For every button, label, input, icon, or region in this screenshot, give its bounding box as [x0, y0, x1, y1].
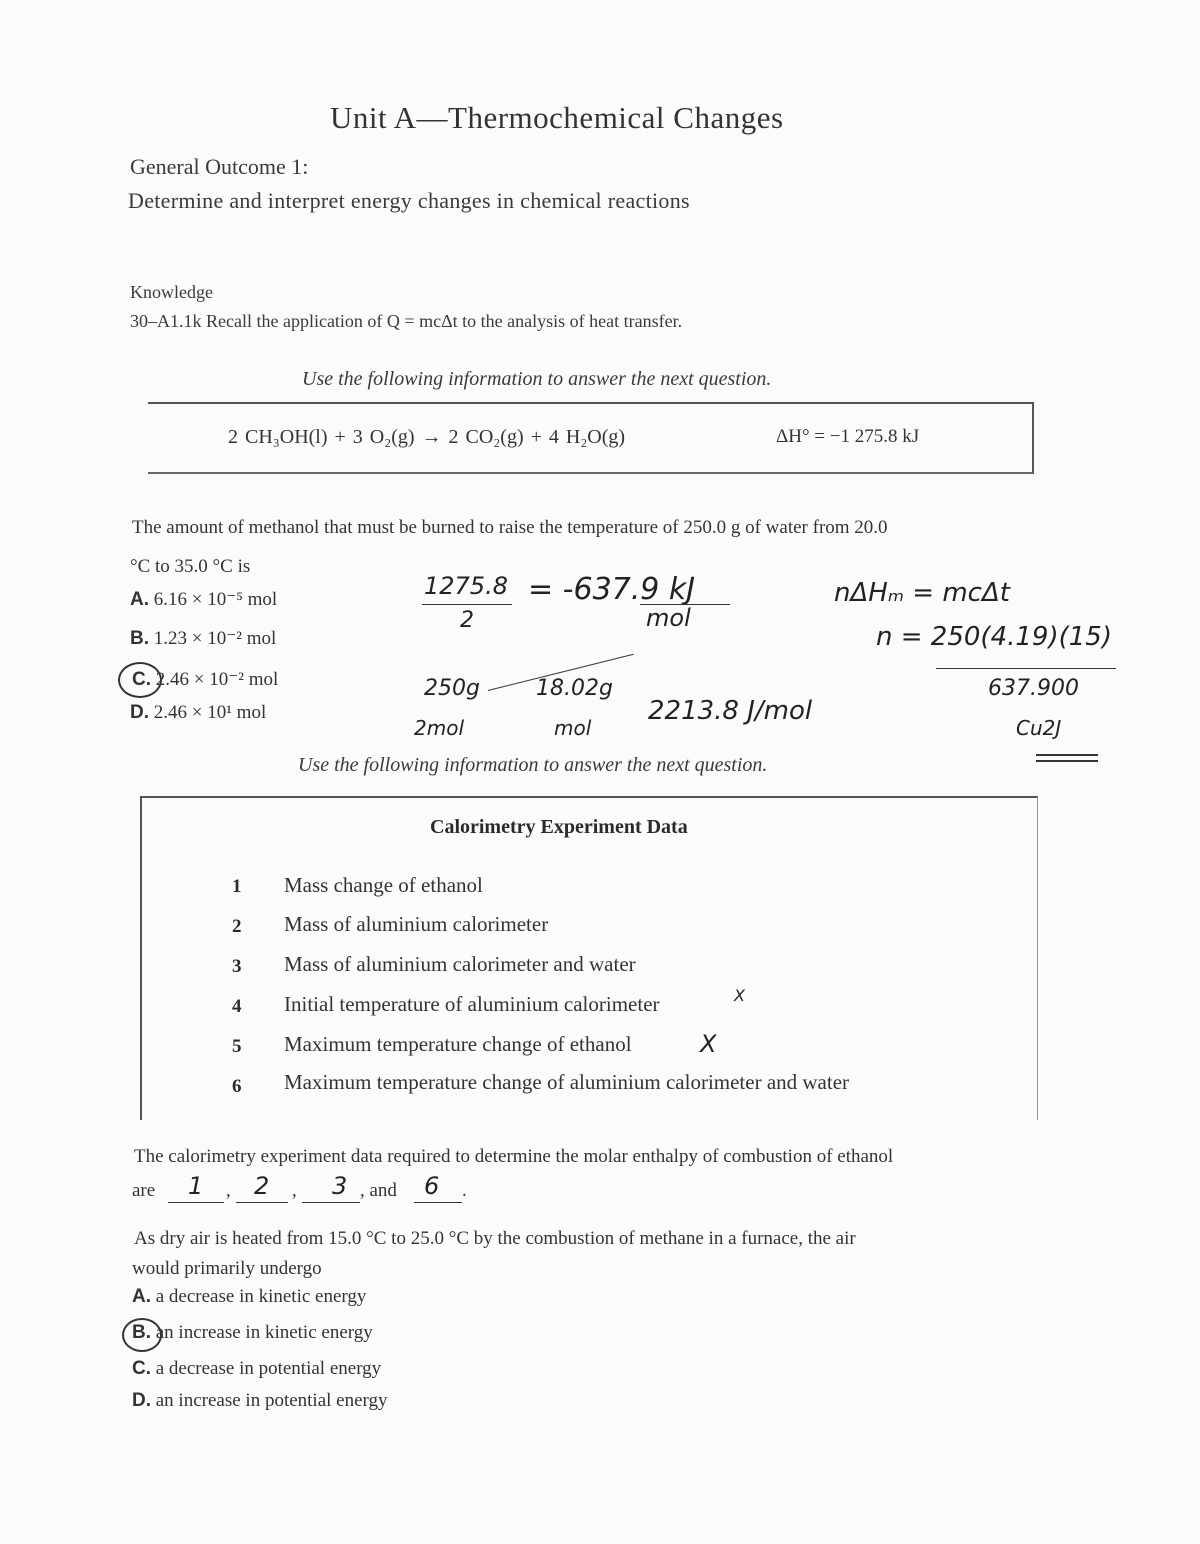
instruction-text: Use the following information to answer the next question. [298, 754, 768, 776]
handwriting-numerator: 1275.8 [424, 572, 508, 600]
answer-blank[interactable] [302, 1202, 360, 1203]
answer-blank[interactable] [168, 1202, 224, 1203]
answer-value: 6 [424, 1172, 440, 1200]
handwriting-unit: mol [646, 604, 691, 632]
question3-option-a [132, 1286, 366, 1308]
question2-answer-line [132, 1180, 155, 1202]
item-number: 6 [232, 1076, 242, 1097]
item-number: 1 [232, 876, 242, 897]
handwriting-denominator: 2 [460, 608, 474, 633]
question3-stem-cont: would primarily undergo [132, 1258, 322, 1279]
knowledge-item: 30–A1.1k Recall the application of Q = mcΔt to the analysis of heat transfer. [130, 311, 683, 331]
question3-option-b [132, 1322, 373, 1344]
page-title: Unit A—Thermochemical Changes [330, 100, 784, 135]
equation-delta-h: ΔH° = −1 275.8 kJ [776, 426, 920, 447]
cross-mark: X [734, 986, 745, 1005]
separator: , [226, 1180, 231, 1201]
handwriting-total: 2213.8 J/mol [648, 696, 813, 726]
question1-option-a [130, 588, 277, 611]
double-underline [1036, 760, 1098, 762]
separator: , and [360, 1180, 397, 1201]
question1-stem-cont: °C to 35.0 °C is [130, 556, 251, 577]
handwriting-result: = -637.9 kJ [528, 572, 696, 607]
handwriting-mol: mol [554, 716, 592, 740]
instruction-text: Use the following information to answer the next question. [302, 368, 772, 390]
option-letter: C. [132, 669, 151, 690]
handwriting-substitution: n = 250(4.19)(15) [876, 622, 1112, 652]
separator: , [292, 1180, 297, 1201]
handwriting-molar-mass: 18.02g [536, 676, 613, 701]
option-letter: A. [132, 1286, 151, 1307]
answer-blank[interactable] [414, 1202, 462, 1203]
item-number: 3 [232, 956, 242, 977]
question3-option-d [132, 1390, 388, 1412]
option-text: a decrease in kinetic energy [155, 1286, 367, 1307]
option-text: an increase in kinetic energy [155, 1322, 373, 1343]
answer-circle [122, 1318, 162, 1352]
equation-reaction: 2 CH₃OH(l) + 3 O₂(g) → 2 CO₂(g) + 4 H₂O(g) [228, 426, 626, 448]
question3-option-c [132, 1358, 381, 1380]
data-item: Initial temperature of aluminium calorimeter [284, 992, 660, 1016]
outcome-heading: General Outcome 1: [130, 154, 309, 179]
option-text: 2.46 × 10¹ mol [153, 702, 267, 723]
answer-circle [118, 662, 162, 698]
handwriting-note: Cu2J [1016, 716, 1062, 740]
data-item: Mass of aluminium calorimeter and water [284, 952, 636, 976]
double-underline [1036, 754, 1098, 756]
data-item: Maximum temperature change of ethanol [284, 1032, 632, 1056]
answer-blank[interactable] [236, 1202, 288, 1203]
option-text: a decrease in potential energy [155, 1358, 382, 1379]
data-item: Mass of aluminium calorimeter [284, 912, 549, 936]
option-letter: D. [130, 702, 149, 723]
outcome-description: Determine and interpret energy changes in chemical reactions [128, 188, 690, 213]
option-letter: C. [132, 1358, 151, 1379]
question3-stem: As dry air is heated from 15.0 °C to 25.0 °C by the combustion of methane in a furnace, the air [134, 1228, 856, 1249]
answer-value: 1 [188, 1172, 204, 1200]
item-number: 5 [232, 1036, 242, 1057]
calorimetry-title: Calorimetry Experiment Data [430, 816, 688, 838]
question1-stem: The amount of methanol that must be burned to raise the temperature of 250.0 g of water from 20.0 [132, 517, 888, 538]
handwriting-formula: nΔHₘ = mcΔt [834, 578, 1010, 608]
knowledge-heading: Knowledge [130, 282, 213, 302]
handwriting-value: 637.900 [988, 676, 1079, 701]
handwriting-mass: 250g [424, 676, 480, 701]
item-number: 2 [232, 916, 242, 937]
question1-option-b [130, 627, 276, 650]
underline [936, 668, 1116, 669]
option-text: an increase in potential energy [155, 1390, 388, 1411]
item-number: 4 [232, 996, 242, 1017]
option-letter: A. [130, 589, 149, 610]
answer-value: 3 [332, 1172, 348, 1200]
answer-value: 2 [254, 1172, 270, 1200]
fraction-line [422, 604, 512, 605]
question2-prefix: are [132, 1180, 156, 1201]
data-item: Maximum temperature change of aluminium calorimeter and water [284, 1070, 850, 1094]
question2-stem: The calorimetry experiment data required to determine the molar enthalpy of combustion of ethanol [134, 1146, 894, 1167]
question1-option-d [130, 702, 266, 724]
cross-mark: X [700, 1030, 717, 1058]
option-letter: D. [132, 1390, 151, 1411]
handwriting-moles: 2mol [414, 716, 464, 740]
option-text: 2.46 × 10⁻² mol [155, 669, 279, 690]
option-letter: B. [130, 628, 149, 649]
data-item: Mass change of ethanol [284, 873, 483, 897]
option-text: 1.23 × 10⁻² mol [153, 628, 277, 649]
option-letter: B. [132, 1322, 151, 1343]
option-text: 6.16 × 10⁻⁵ mol [153, 589, 278, 610]
period: . [462, 1180, 467, 1201]
